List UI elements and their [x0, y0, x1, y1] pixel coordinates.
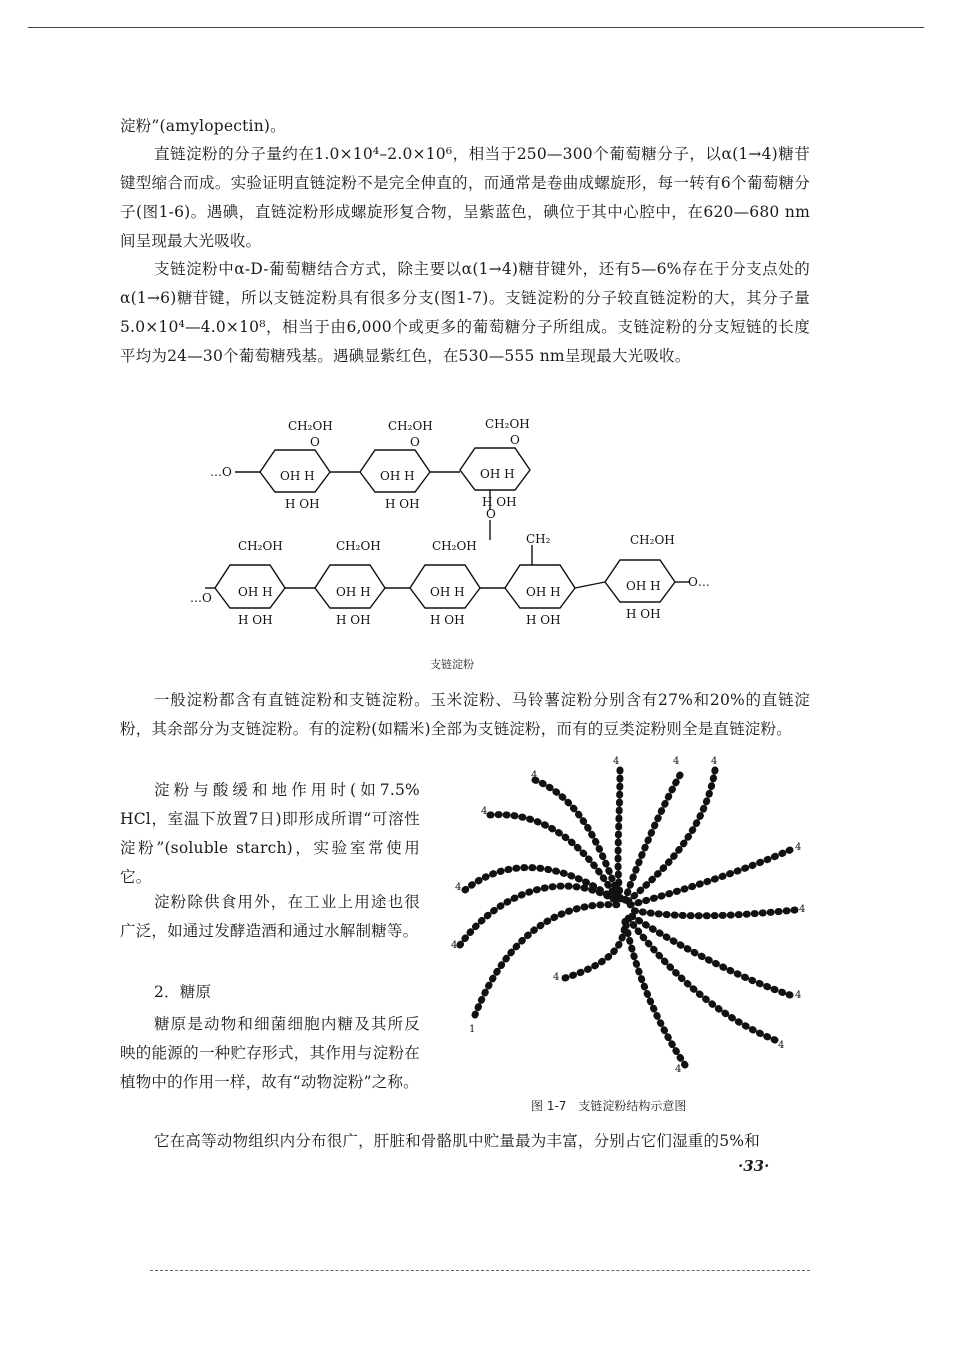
paragraph-amylose: 直链淀粉的分子量约在1.0×10⁴–2.0×10⁶，相当于250—300个葡萄糖分子，以α(1→4)糖苷键型缩合而成。实验证明直链淀粉不是完全伸直的，而通常是卷曲成螺旋形，每一转有6个葡萄糖分子(图1-6)。遇碘，直链淀粉形成螺旋形复合物，呈紫蓝色，碘位于其中心腔中，在620—680 nm间呈现最大光吸收。 [120, 145, 810, 250]
ch2oh-label: CH₂OH [630, 533, 675, 547]
oh-h-label: OH H [480, 467, 515, 481]
chain-end-right: O… [688, 575, 710, 589]
nonreducing-end-label: 4 [455, 882, 462, 893]
ring-oxygen-label: O [310, 435, 320, 449]
paragraph-soluble-starch: 淀粉与酸缓和地作用时(如7.5% HCl，室温下放置7日)即形成所谓“可溶性淀粉”(soluble starch)，实验室常使用它。 [120, 781, 420, 886]
ring-oxygen-label: O [510, 433, 520, 447]
nonreducing-end-label: 4 [675, 1064, 682, 1075]
branch-chain [475, 905, 620, 1015]
amylopectin-branch-diagram [445, 750, 825, 1080]
h-oh-label: H OH [526, 613, 561, 627]
ch2oh-label: CH₂OH [288, 419, 333, 433]
oh-h-label: OH H [336, 585, 371, 599]
chain-end-left: …O [210, 465, 232, 479]
h-oh-label: H OH [238, 613, 273, 627]
h-oh-label: H OH [626, 607, 661, 621]
branch-chain [460, 886, 615, 945]
nonreducing-end-label: 4 [531, 770, 538, 781]
h-oh-label: H OH [482, 495, 517, 509]
paragraph-starch-composition: 一般淀粉都含有直链淀粉和支链淀粉。玉米淀粉、马铃薯淀粉分别含有27%和20%的直链淀粉，其余部分为支链淀粉。有的淀粉(如糯米)全部为支链淀粉，而有的豆类淀粉则全是直链淀粉。 [120, 691, 810, 738]
branch-chain [465, 868, 615, 900]
branch-chain [618, 770, 621, 900]
nonreducing-end-label: 4 [795, 990, 802, 1001]
branch-chain [630, 910, 795, 916]
section-heading-glycogen: 2．糖原 [154, 983, 212, 1001]
structure-caption: 支链淀粉 [430, 658, 474, 671]
ch2oh-label: CH₂OH [485, 417, 530, 431]
oh-h-label: OH H [526, 585, 561, 599]
nonreducing-end-label: 4 [553, 972, 560, 983]
branch-chain [630, 915, 790, 995]
paragraph-starch-uses: 淀粉除供食用外，在工业上用途也很广泛，如通过发酵造酒和通过水解制糖等。 [120, 893, 420, 940]
oh-h-label: OH H [380, 469, 415, 483]
branch-chain [565, 920, 625, 978]
h-oh-label: H OH [336, 613, 371, 627]
oh-h-label: OH H [238, 585, 273, 599]
branch-figure-caption: 图 1-7 支链淀粉结构示意图 [531, 1099, 687, 1113]
bottom-rule [150, 1270, 810, 1272]
h-oh-label: H OH [430, 613, 465, 627]
ch2-label: CH₂ [526, 532, 551, 546]
chain-end-left: …O [190, 591, 212, 605]
ch2oh-label: CH₂OH [388, 419, 433, 433]
oh-h-label: OH H [430, 585, 465, 599]
h-oh-label: H OH [285, 497, 320, 511]
paragraph-amylopectin-end: 淀粉”(amylopectin)。 [120, 117, 286, 135]
nonreducing-end-label: 4 [778, 1040, 785, 1051]
ch2oh-label: CH₂OH [238, 539, 283, 553]
nonreducing-end-label: 4 [673, 756, 680, 767]
amylopectin-structure-diagram [190, 410, 730, 640]
nonreducing-end-label: 4 [795, 842, 802, 853]
ch2oh-label: CH₂OH [432, 539, 477, 553]
glycosidic-oxygen: O [486, 507, 496, 521]
top-rule [28, 27, 924, 28]
oh-h-label: OH H [626, 579, 661, 593]
paragraph-glycogen-distribution: 它在高等动物组织内分布很广，肝脏和骨骼肌中贮量最为丰富，分别占它们湿重的5%和 [154, 1132, 760, 1150]
nonreducing-end-label: 4 [711, 756, 718, 767]
page-number: ·33· [738, 1157, 770, 1175]
paragraph-glycogen: 糖原是动物和细菌细胞内糖及其所反映的能源的一种贮存形式，其作用与淀粉在植物中的作用一样，故有“动物淀粉”之称。 [120, 1015, 420, 1091]
paragraph-amylopectin: 支链淀粉中α-D-葡萄糖结合方式，除主要以α(1→4)糖苷键外，还有5—6%存在于分支点处的α(1→6)糖苷键，所以支链淀粉具有很多分支(图1-7)。支链淀粉的分子较直链淀粉的大，其分子量5.0×10⁴—4.0×10⁸，相当于由6,000个或更多的葡萄糖分子所组成。支链淀粉的分支短链的长度平均为24—30个葡萄糖残基。遇碘显紫红色，在530—555 nm呈现最大光吸收。 [120, 260, 810, 365]
nonreducing-end-label: 4 [481, 806, 488, 817]
reducing-end-label: 1 [469, 1024, 476, 1035]
nonreducing-end-label: 4 [613, 756, 620, 767]
ch2oh-label: CH₂OH [336, 539, 381, 553]
h-oh-label: H OH [385, 497, 420, 511]
nonreducing-end-label: 4 [451, 940, 458, 951]
ring-oxygen-label: O [410, 435, 420, 449]
nonreducing-end-label: 4 [799, 904, 806, 915]
oh-h-label: OH H [280, 469, 315, 483]
